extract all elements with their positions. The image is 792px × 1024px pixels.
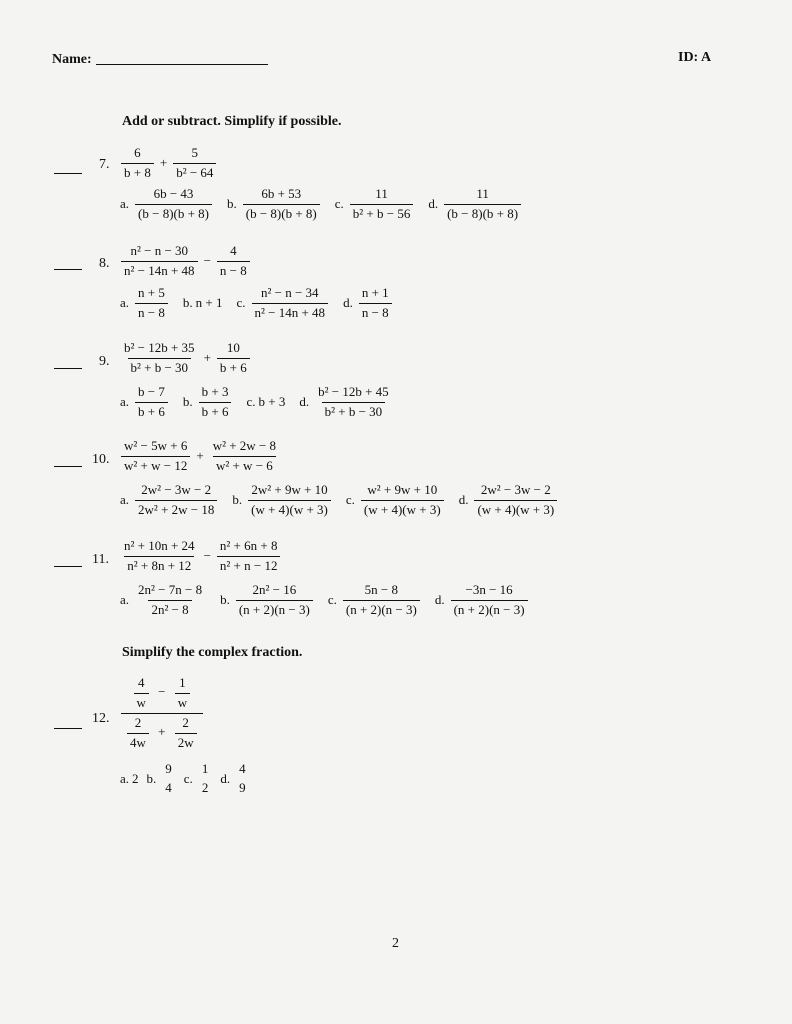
choice-label: c. [334, 196, 344, 212]
problem-7-expression [118, 146, 219, 181]
section-title-complex-fraction: Simplify the complex fraction. [122, 645, 303, 660]
choice-label: b. [182, 295, 193, 311]
operator: + [196, 448, 204, 464]
fraction: $\frac{2}{4w}$ [127, 716, 149, 751]
answer-blank-10[interactable] [54, 466, 82, 467]
fraction: $\frac{\text{b² − 12b + 35}}{\text{b² + b − 30}}$ [124, 340, 195, 375]
choice-label: a. [120, 592, 130, 608]
operator: − [158, 684, 166, 700]
fraction: $\frac{\text{w² − 5w + 6}}{\text{w² + w − 12}}$ [121, 439, 190, 474]
problem-9-choices [120, 385, 395, 420]
choice-label: d. [343, 295, 353, 311]
choice-label: d. [299, 394, 310, 410]
choice-b[interactable]: $\frac{b + 3}{b + 6}$ [199, 385, 232, 420]
choice-c[interactable]: $\frac{\text{w² + 9w + 10}}{(w + 4)(w + 3)}$ [361, 483, 444, 518]
choice-b[interactable]: 9 4 [165, 761, 172, 795]
complex-denominator [121, 713, 203, 751]
choice-b[interactable]: n + 1 [195, 295, 223, 311]
fraction: $\frac{4}{n - 8}$ [217, 244, 250, 279]
choice-c[interactable]: b + 3 [258, 394, 286, 410]
choice-label: a. [120, 770, 130, 786]
problem-7-choices [120, 187, 524, 222]
choice-b[interactable]: $\frac{\text{2w² + 9w + 10}}{(w + 4)(w + 3)}$ [248, 483, 331, 518]
problem-number-9: 9. [99, 354, 110, 369]
problem-11-expression [118, 539, 283, 574]
choice-d[interactable]: $\frac{\text{b² − 12b + 45}}{\text{b² + b − 30}}$ [318, 384, 389, 419]
answer-blank-11[interactable] [54, 566, 82, 567]
choice-label: d. [458, 492, 469, 508]
choice-label: c. [236, 295, 246, 311]
choice-a[interactable]: 2 [132, 770, 139, 786]
choice-label: a. [120, 394, 130, 410]
choice-a[interactable]: $\frac{b - 7}{b + 6}$ [135, 385, 168, 420]
fraction: $\frac{\text{w² + 2w − 8}}{\text{w² + w − 6}}$ [212, 438, 277, 473]
choice-label: d. [428, 196, 439, 212]
choice-label: a. [120, 295, 130, 311]
fraction: $\frac{2}{2w}$ [175, 716, 197, 751]
choice-a[interactable]: $\frac{\text{2n² − 7n − 8}}{\text{2n² − 8}}$ [138, 582, 203, 617]
choice-label: c. [345, 492, 355, 508]
choice-b[interactable]: $\frac{6b + 53}{(b - 8)(b + 8)}$ [243, 187, 320, 222]
problem-number-12: 12. [92, 711, 110, 726]
operator: + [159, 155, 168, 171]
choice-d[interactable]: $\frac{11}{(b - 8)(b + 8)}$ [444, 187, 521, 222]
choice-d[interactable]: 4 9 [239, 761, 246, 795]
fraction: $\frac{\text{n² − n − 30}}{\text{n² − 14n + 48}}$ [121, 244, 198, 279]
fraction: $\frac{1}{w}$ [175, 676, 190, 711]
name-field [52, 50, 268, 68]
choice-label: d. [434, 592, 445, 608]
problem-12-expression [118, 676, 206, 751]
problem-11-choices [120, 583, 531, 618]
choice-label: a. [120, 492, 130, 508]
fraction: $\frac{10}{b + 6}$ [217, 341, 250, 376]
problem-10-choices [120, 483, 560, 518]
name-blank-line[interactable] [96, 50, 268, 65]
operator: − [203, 548, 211, 564]
choice-label: b. [146, 770, 157, 786]
choice-c[interactable]: 1 2 [201, 761, 209, 795]
choice-a[interactable]: $\frac{n + 5}{n - 8}$ [135, 286, 168, 321]
problem-10-expression [118, 439, 282, 474]
answer-blank-7[interactable] [54, 173, 82, 174]
choice-c[interactable]: $\frac{\text{n² − n − 34}}{\text{n² − 14n + 48}}$ [252, 286, 329, 321]
choice-label: b. [232, 492, 243, 508]
answer-blank-12[interactable] [54, 728, 82, 729]
fraction: $\frac{\text{n² + 10n + 24}}{\text{n² + 8n + 12}}$ [124, 538, 195, 573]
id-label: ID: A [678, 50, 712, 65]
problem-12-choices [120, 762, 252, 796]
choice-d[interactable]: $\frac{-3n - 16}{(n + 2)(n - 3)}$ [451, 583, 528, 618]
choice-label: c. [183, 770, 193, 786]
choice-label: d. [220, 770, 231, 786]
choice-a[interactable]: $\frac{\text{2w² − 3w − 2}}{\text{2w² + 2w − 18}}$ [135, 483, 217, 518]
operator: + [203, 350, 211, 366]
problem-9-expression [118, 341, 253, 376]
choice-b[interactable]: $\frac{\text{2n² − 16}}{(n + 2)(n - 3)}$ [236, 583, 313, 618]
complex-numerator [128, 676, 197, 713]
fraction: $\frac{\text{n² + 6n + 8}}{\text{n² + n − 12}}$ [217, 539, 281, 574]
page-number: 2 [392, 936, 399, 951]
choice-d[interactable]: $\frac{n + 1}{n - 8}$ [359, 286, 392, 321]
complex-fraction [121, 676, 203, 751]
choice-a[interactable]: $\frac{6b - 43}{(b - 8)(b + 8)}$ [135, 187, 212, 222]
choice-c[interactable]: $\frac{5n - 8}{(n + 2)(n - 3)}$ [343, 583, 420, 618]
choice-label: a. [120, 196, 130, 212]
problem-8-expression [118, 244, 253, 279]
choice-d[interactable]: $\frac{\text{2w² − 3w − 2}}{(w + 4)(w + 3)}$ [474, 483, 557, 518]
choice-label: c. [327, 592, 337, 608]
answer-blank-8[interactable] [54, 269, 82, 270]
problem-8-choices [120, 286, 395, 321]
fraction: $\frac{4}{w}$ [134, 676, 149, 711]
problem-number-11: 11. [92, 552, 109, 567]
name-label: Name: [52, 52, 92, 67]
choice-label: b. [227, 196, 237, 212]
problem-number-10: 10. [92, 452, 110, 467]
choice-c[interactable]: $\frac{11}{\text{b² + b − 56}}$ [350, 187, 414, 222]
answer-blank-9[interactable] [54, 368, 82, 369]
fraction: $\frac{5}{\text{b² − 64}}$ [173, 146, 216, 181]
choice-label: b. [220, 592, 230, 608]
problem-number-7: 7. [99, 157, 110, 172]
choice-label: b. [182, 394, 193, 410]
operator: − [203, 253, 211, 269]
problem-number-8: 8. [99, 256, 110, 271]
section-title-add-subtract: Add or subtract. Simplify if possible. [122, 114, 342, 129]
fraction: $\frac{6}{b + 8}$ [121, 146, 154, 181]
choice-label: c. [246, 394, 256, 410]
operator: + [158, 724, 166, 740]
